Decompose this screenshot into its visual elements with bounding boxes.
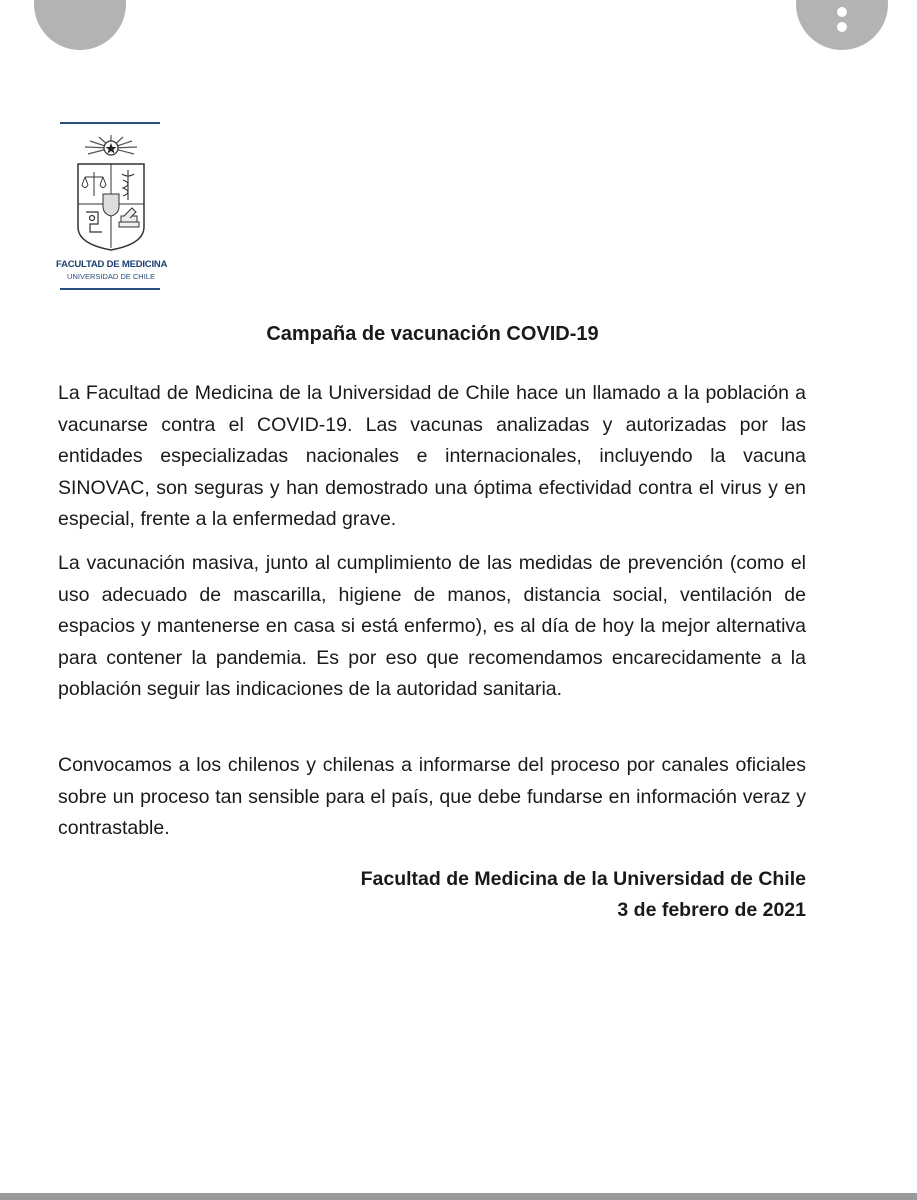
- more-options-button[interactable]: [796, 0, 888, 50]
- more-vertical-icon: [832, 0, 852, 50]
- logo-divider-bottom: [60, 288, 160, 290]
- faculty-logo: [56, 118, 166, 294]
- back-button[interactable]: [34, 0, 126, 50]
- faculty-crest-icon: [72, 132, 150, 252]
- signature-name: Facultad de Medicina de la Universidad de Chile: [360, 868, 806, 890]
- logo-subtitle: UNIVERSIDAD DE CHILE: [67, 272, 155, 281]
- paragraph-3: Convocamos a los chilenos y chilenas a informarse del proceso por canales oficiales sobre un proceso tan sensible para el país, que debe fundarse en información veraz y contrastable.: [58, 754, 806, 840]
- logo-title: FACULTAD DE MEDICINA: [56, 259, 168, 270]
- logo-divider-top: [60, 122, 160, 124]
- paragraph-2: La vacunación masiva, junto al cumplimiento de las medidas de prevención (como el uso adecuado de mascarilla, higiene de manos, distancia social, ventilación de espacios y mantenerse en casa si está enfermo), es al día de hoy la mejor alternativa para contener la pandemia. Es por eso que recomendamos encarecidamente a la población seguir las indicaciones de la autoridad sanitaria.: [58, 552, 806, 701]
- signature-date: 3 de febrero de 2021: [617, 899, 806, 921]
- bottom-scroll-bar: [0, 1193, 917, 1200]
- paragraph-1: La Facultad de Medicina de la Universidad de Chile hace un llamado a la población a vacunarse contra el COVID-19. Las vacunas analizadas y autorizadas por las entidades especializadas nacionales e internacionales, incluyendo la vacuna SINOVAC, son seguras y han demostrado una óptima efectividad contra el virus y en especial, frente a la enfermedad grave.: [58, 382, 806, 531]
- document-title: Campaña de vacunación COVID-19: [266, 323, 599, 345]
- arrow-left-icon: [55, 0, 105, 50]
